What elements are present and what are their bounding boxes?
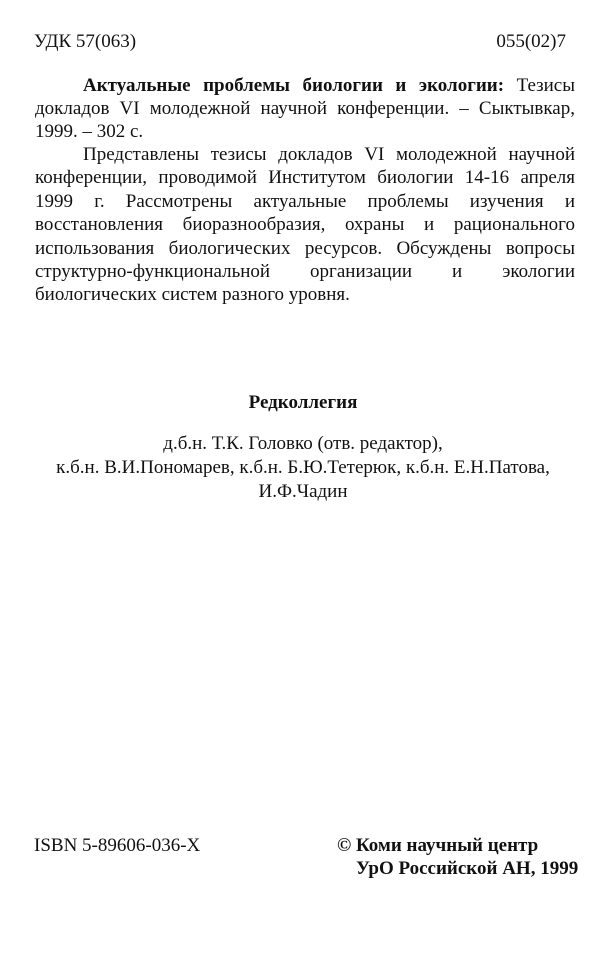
editorial-board-line-2: к.б.н. В.И.Пономарев, к.б.н. Б.Ю.Тетерюк, к.б.н. Е.Н.Патова, (56, 457, 550, 478)
citation-details: Тезисы докладов VI молодежной научной конференции. – Сыктывкар, 1999. – 302 с. (35, 75, 575, 142)
bibliographic-citation (35, 74, 575, 143)
editorial-board-title: Редколлегия (248, 392, 358, 413)
bbk-code: 055(02)7 (496, 31, 566, 52)
udk-code: УДК 57(063) (34, 31, 137, 52)
citation-title: Актуальные проблемы биологии и экологии: (83, 75, 505, 96)
copyright-line-2: УрО Российской АН, 1999 (356, 858, 579, 879)
copyright-line-1: © Коми научный центр (337, 835, 539, 856)
annotation-paragraph: Представлены тезисы докладов VI молодежной научной конференции, проводимой Институтом биологии 14-16 апреля 1999 г. Рассмотрены актуальные проблемы изучения и восстановления биоразнообразия, охраны и рационального использования биологических ресурсов. Обсуждены вопросы структурно-функциональной организации и экологии биологических систем разного уровня. (35, 144, 575, 306)
isbn: ISBN 5-89606-036-X (34, 835, 201, 856)
editorial-board-line-3: И.Ф.Чадин (258, 481, 348, 502)
editorial-board-line-1: д.б.н. Т.К. Головко (отв. редактор), (163, 433, 443, 454)
